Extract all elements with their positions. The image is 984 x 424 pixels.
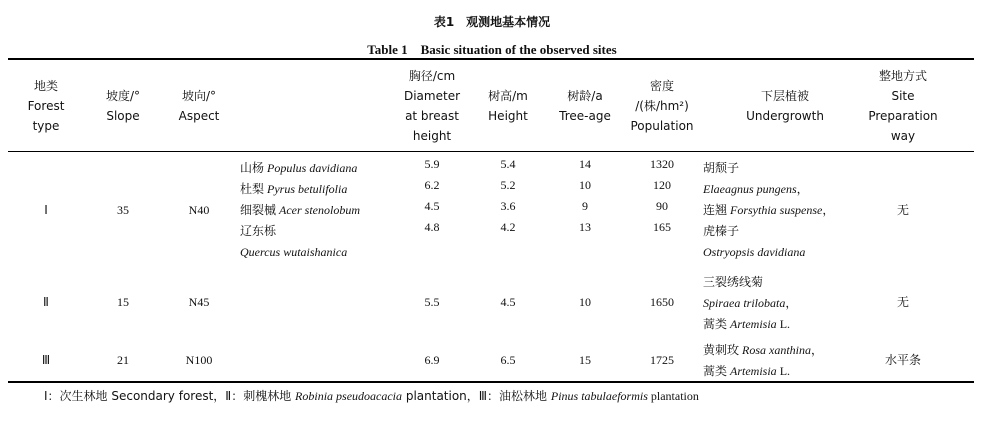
row1-site-preparation: 无 — [896, 203, 909, 217]
header-undergrowth: 下层植被 Undergrowth — [746, 89, 824, 123]
species-item: 细裂槭 Acer stenolobum — [240, 203, 360, 217]
species-item: 山杨 Populus davidiana — [240, 161, 358, 175]
row3-age: 15 — [579, 353, 591, 367]
header-slope: 坡度/° Slope — [105, 89, 141, 123]
row1-age-list: 14 10 9 13 — [579, 157, 591, 234]
header-height: 树高/m Height — [488, 89, 528, 123]
species-item: 杜梨 Pyrus betulifolia — [240, 182, 348, 196]
row3-forest-type: Ⅲ — [41, 353, 51, 367]
row1-aspect: N40 — [188, 203, 210, 217]
row3-density: 1725 — [650, 353, 674, 367]
row1-dbh-list: 5.9 6.2 4.5 4.8 — [424, 157, 440, 234]
row2-undergrowth: 三裂绣线菊 Spiraea trilobata， 蒿类 Artemisia L. — [703, 275, 798, 331]
row2-forest-type: Ⅱ — [43, 295, 49, 309]
row2-height: 4.5 — [500, 295, 516, 309]
row3-aspect: N100 — [185, 353, 213, 367]
species-item: 辽东栎 — [240, 224, 277, 238]
row1-slope: 35 — [117, 203, 129, 217]
header-density: 密度 /(株/hm²) Population — [630, 79, 694, 133]
row2-slope: 15 — [117, 295, 129, 309]
header-dbh: 胸径/cm Diameter at breast height — [403, 69, 461, 143]
header-rule — [8, 151, 974, 152]
row3-dbh: 6.9 — [424, 353, 440, 367]
row1-species-list — [240, 158, 400, 263]
row3-height: 6.5 — [500, 353, 516, 367]
row2-density: 1650 — [650, 295, 674, 309]
table-caption-zh: 表1 观测地基本情况 — [433, 15, 551, 29]
row1-height-list: 5.4 5.2 3.6 4.2 — [500, 157, 516, 234]
header-site-preparation: 整地方式 Site Preparation way — [868, 69, 938, 143]
row1-undergrowth: 胡颓子 Elaeagnus pungens， 连翘 Forsythia suspense， 虎榛子 Ostryopsis davidiana — [703, 161, 835, 259]
species-item: Quercus wutaishanica — [240, 245, 348, 259]
header-forest-type: 地类 Forest type — [27, 79, 65, 133]
row2-aspect: N45 — [188, 295, 210, 309]
header-aspect: 坡向/° Aspect — [178, 89, 220, 123]
table-caption-en: Table 1 Basic situation of the observed sites — [367, 42, 617, 57]
row3-site-preparation: 水平条 — [884, 353, 921, 367]
row2-site-preparation: 无 — [896, 295, 909, 309]
table-footnote: Ⅰ：次生林地 Secondary forest，Ⅱ：刺槐林地 Robinia pseudoacacia plantation，Ⅲ：油松林地 Pinus tabulaeformis plantation — [44, 389, 699, 403]
row3-undergrowth: 黄刺玫 Rosa xanthina， 蒿类 Artemisia L. — [703, 343, 824, 378]
row3-slope: 21 — [117, 353, 129, 367]
row2-dbh: 5.5 — [424, 295, 440, 309]
row1-density-list: 1320 120 90 165 — [650, 157, 674, 234]
row2-age: 10 — [579, 295, 591, 309]
row1-forest-type: Ⅰ — [44, 203, 48, 217]
top-rule — [8, 58, 974, 60]
header-tree-age: 树龄/a Tree-age — [559, 89, 611, 123]
